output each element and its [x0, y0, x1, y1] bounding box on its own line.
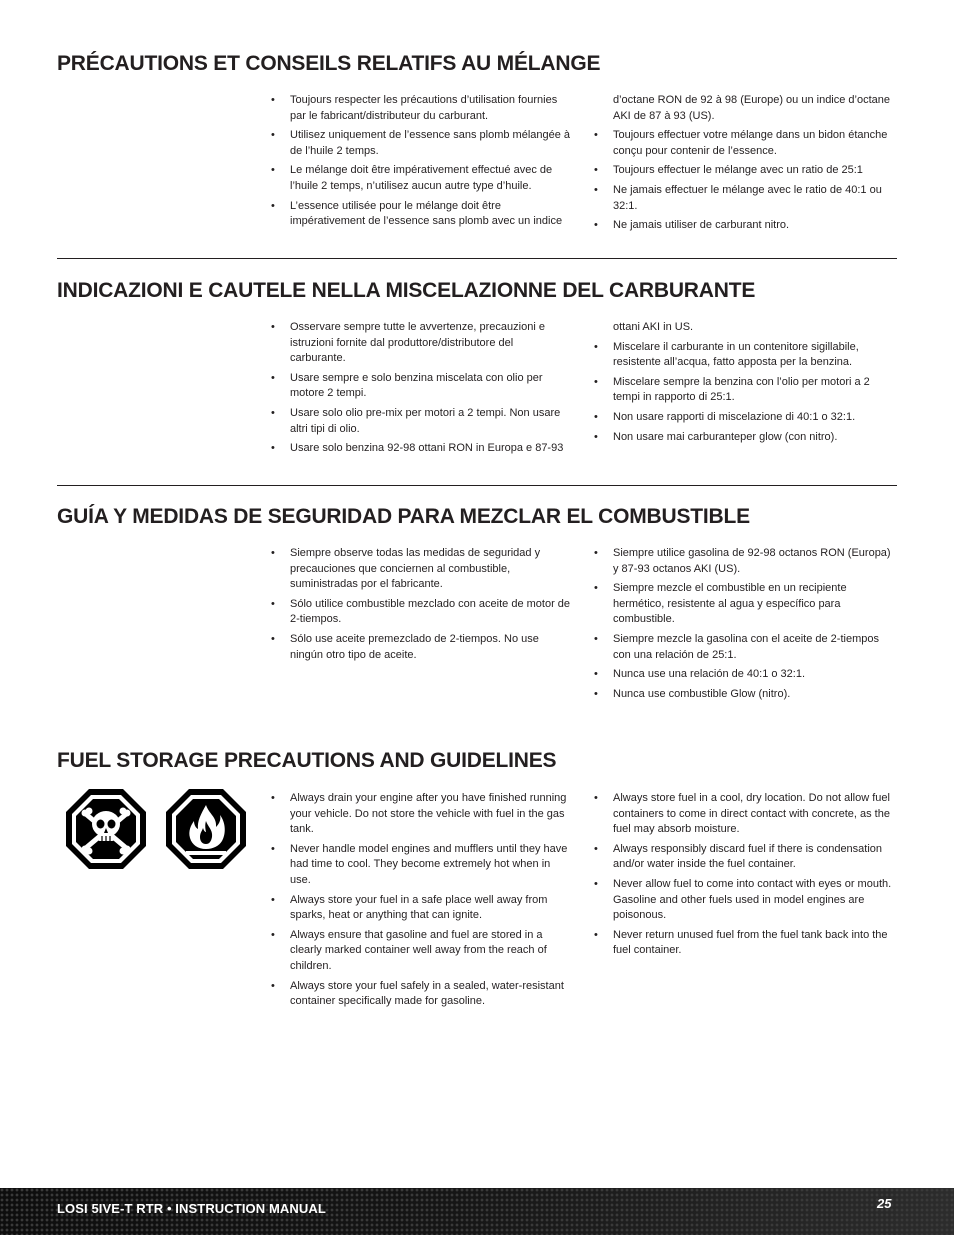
list-item: • Siempre utilice gasolina de 92-98 octanos RON (Europa) y 87-93 octanos AKI (US).	[594, 547, 891, 575]
bullet-list-es-col1	[271, 546, 571, 667]
page-number: 25	[877, 1196, 892, 1211]
bullet-icon: •	[271, 928, 275, 941]
hazard-icons	[65, 788, 255, 870]
bullet-icon: •	[271, 371, 275, 384]
bullet-icon: •	[594, 687, 598, 700]
bullet-list-en-col1	[271, 791, 571, 1014]
bullet-icon: •	[271, 442, 275, 455]
section-title-en: FUEL STORAGE PRECAUTIONS AND GUIDELINES	[57, 749, 557, 772]
bullet-icon: •	[594, 668, 598, 681]
section-en	[57, 749, 897, 1039]
list-item: • Non usare mai carburanteper glow (con nitro).	[594, 430, 898, 446]
list-item: • Toujours effectuer le mélange avec un ratio de 25:1	[594, 163, 898, 179]
list-item: • Siempre mezcle el combustible en un recipiente hermético, resistente al agua y específico para combustible.	[594, 582, 847, 626]
bullet-icon: •	[271, 547, 275, 559]
list-item: • L’essence utilisée pour le mélange doit être impérativement de l’essence sans plomb avec un indice	[271, 199, 563, 228]
list-item: • Nunca use combustible Glow (nitro).	[594, 687, 898, 703]
bullet-icon: •	[271, 597, 275, 610]
list-item: • Nunca use una relación de 40:1 o 32:1.	[594, 667, 898, 683]
list-item: • Miscelare sempre la benzina con l’olio per motori a 2 tempi in rapporto di 25:1.	[594, 375, 870, 404]
bullet-icon: •	[594, 547, 598, 559]
list-item: • Sólo utilice combustible mezclado con aceite de motor de 2-tiempos.	[271, 597, 571, 626]
section-divider	[57, 258, 897, 259]
list-item: • Always drain your engine after you have finished running your vehicle. Do not store the vehicle with fuel in the gas tank.	[271, 792, 567, 836]
list-item: • Usare solo benzina 92-98 ottani RON in Europa e 87-93	[271, 441, 571, 457]
bullet-icon: •	[271, 979, 275, 992]
bullet-list-it-col2	[594, 320, 898, 449]
section-title-fr: PRÉCAUTIONS ET CONSEILS RELATIFS AU MÉLANGE	[57, 52, 601, 75]
list-item: • Usare solo olio pre-mix per motori a 2 tempi. Non usare altri tipi di olio.	[271, 406, 561, 435]
list-item: • Always store your fuel safely in a sealed, water-resistant container specifically made for gasoline.	[271, 979, 564, 1008]
list-item: • Always store fuel in a cool, dry location. Do not allow fuel containers to come in direct contact with concrete, as the fuel may absorb moisture.	[594, 792, 890, 836]
bullet-icon: •	[271, 893, 275, 906]
bullet-icon: •	[594, 219, 598, 232]
bullet-icon: •	[594, 792, 598, 804]
bullet-list-fr-col2	[594, 93, 898, 238]
bullet-icon: •	[594, 877, 598, 890]
flammable-flame-icon	[165, 788, 247, 870]
bullet-icon: •	[271, 129, 275, 142]
section-fr	[57, 52, 897, 252]
list-item: • Siempre mezcle la gasolina con el aceite de 2-tiempos con una relación de 25:1.	[594, 632, 879, 661]
bullet-list-en-col2	[594, 791, 898, 963]
section-divider	[57, 485, 897, 486]
section-es	[57, 505, 897, 715]
list-item: • Always store your fuel in a safe place well away from sparks, heat or anything that can ignite.	[271, 893, 548, 922]
list-item: • Siempre observe todas las medidas de seguridad y precauciones que conciernen al combustible, suministradas por el fabricante.	[271, 547, 541, 591]
bullet-icon: •	[594, 410, 598, 423]
bullet-icon: •	[594, 183, 598, 196]
section-title-it: INDICAZIONI E CAUTELE NELLA MISCELAZIONNE DEL CARBURANTE	[57, 279, 756, 302]
footer-title: LOSI 5IVE-T RTR • INSTRUCTION MANUAL	[57, 1201, 326, 1216]
bullet-icon: •	[594, 928, 598, 941]
list-item: • Always responsibly discard fuel if there is condensation and/or water inside the fuel container.	[594, 842, 883, 871]
bullet-list-es-col2	[594, 546, 898, 706]
list-item: • Always ensure that gasoline and fuel are stored in a clearly marked container well away from the reach of children.	[271, 928, 547, 972]
list-item: • Usare sempre e solo benzina miscelata con olio per motore 2 tempi.	[271, 371, 543, 400]
list-item-continuation: d’octane RON de 92 à 98 (Europe) ou un indice d’octane AKI de 87 à 93 (US).	[613, 94, 891, 122]
bullet-icon: •	[271, 94, 275, 106]
list-item: • Utilisez uniquement de l’essence sans plomb mélangée à de l’huile 2 temps.	[271, 129, 571, 157]
list-item: • Never return unused fuel from the fuel tank back into the fuel container.	[594, 928, 888, 957]
list-item: • Non usare rapporti di miscelazione di 40:1 o 32:1.	[594, 410, 898, 426]
list-item: • Toujours effectuer votre mélange dans un bidon étanche conçu pour contenir de l’essence.	[594, 129, 888, 157]
list-item: • Sólo use aceite premezclado de 2-tiempos. No use ningún otro tipo de aceite.	[271, 632, 539, 661]
bullet-icon: •	[594, 164, 598, 177]
list-item: • Ne jamais effectuer le mélange avec le ratio de 40:1 ou 32:1.	[594, 183, 882, 212]
bullet-icon: •	[594, 340, 598, 353]
list-item: • Ne jamais utiliser de carburant nitro.	[594, 218, 898, 234]
bullet-list-it-col1	[271, 320, 571, 461]
bullet-icon: •	[271, 792, 275, 804]
bullet-icon: •	[271, 842, 275, 855]
list-item: • Never handle model engines and mufflers until they have had time to cool. They become extremely hot when in use.	[271, 842, 568, 886]
list-item: • Toujours respecter les précautions d’utilisation fournies par le fabricant/distributeur du carburant.	[271, 94, 558, 122]
bullet-icon: •	[594, 430, 598, 443]
bullet-icon: •	[594, 842, 598, 855]
bullet-icon: •	[271, 321, 275, 333]
poison-skull-icon	[65, 788, 147, 870]
list-item-continuation: ottani AKI in US.	[613, 321, 694, 333]
list-item: • Le mélange doit être impérativement effectué avec de l’huile 2 temps, n’utilisez aucun autre type d’huile.	[271, 164, 553, 192]
bullet-icon: •	[594, 632, 598, 645]
list-item: • Miscelare il carburante in un contenitore sigillabile, resistente all’acqua, fatto apposta per la benzina.	[594, 340, 859, 369]
bullet-icon: •	[594, 375, 598, 388]
bullet-icon: •	[271, 632, 275, 645]
section-it	[57, 279, 897, 479]
bullet-icon: •	[594, 129, 598, 142]
section-title-es: GUÍA Y MEDIDAS DE SEGURIDAD PARA MEZCLAR EL COMBUSTIBLE	[57, 505, 750, 528]
list-item: • Osservare sempre tutte le avvertenze, precauzioni e istruzioni fornite dal produttore/distributore del carburante.	[271, 321, 545, 365]
bullet-icon: •	[271, 199, 275, 212]
bullet-list-fr-col1	[271, 93, 571, 234]
bullet-icon: •	[271, 406, 275, 419]
bullet-icon: •	[594, 582, 598, 595]
list-item: • Never allow fuel to come into contact with eyes or mouth. Gasoline and other fuels used in model engines are poisonous.	[594, 877, 892, 922]
bullet-icon: •	[271, 164, 275, 177]
page-footer	[0, 1188, 954, 1235]
